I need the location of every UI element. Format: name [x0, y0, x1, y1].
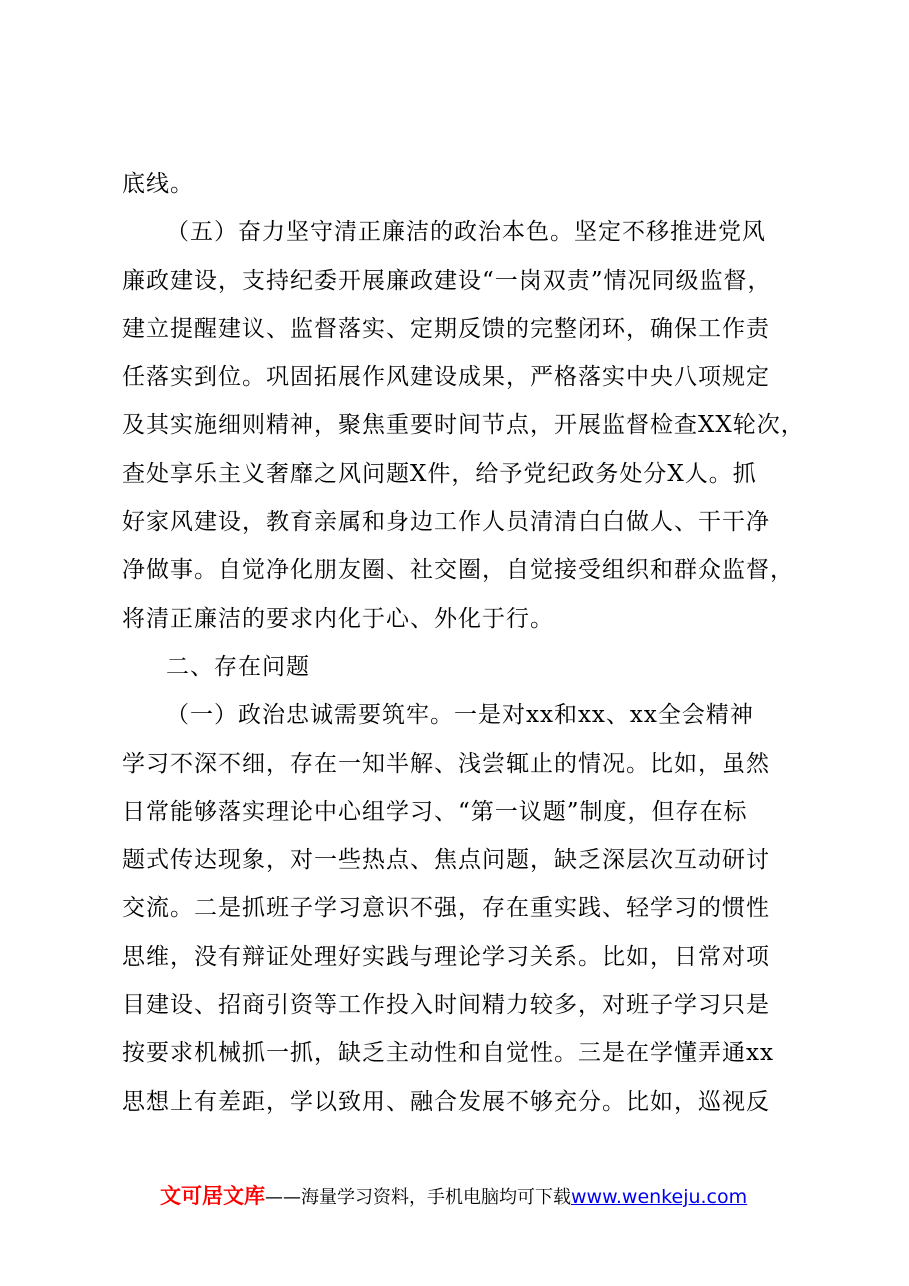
- text-line: 将清正廉洁的要求内化于心、外化于行。: [122, 605, 554, 632]
- text-line: 任落实到位。巩固拓展作风建设成果，严格落实中央八项规定: [122, 364, 770, 391]
- section-heading: 二、存在问题: [166, 653, 310, 680]
- text-line: 题式传达现象，对一些热点、焦点问题，缺乏深层次互动研讨: [122, 847, 770, 874]
- text-line: 学习不深不细，存在一知半解、浅尝辄止的情况。比如，虽然: [122, 750, 770, 777]
- text-line: 廉政建设，支持纪委开展廉政建设“一岗双责”情况同级监督，: [122, 267, 772, 294]
- text-line: 查处享乐主义奢靡之风问题X件，给予党纪政务处分X人。抓: [122, 460, 757, 487]
- footer-tagline: ——海量学习资料，手机电脑均可下载: [265, 1187, 571, 1208]
- footer-brand: 文可居文库: [160, 1184, 265, 1208]
- text-line: 交流。二是抓班子学习意识不强，存在重实践、轻学习的惯性: [122, 895, 770, 922]
- text-line: 净做事。自觉净化朋友圈、社交圈，自觉接受组织和群众监督，: [122, 557, 794, 584]
- text-line: 及其实施细则精神，聚焦重要时间节点，开展监督检查XX轮次，: [122, 412, 805, 439]
- text-line: 底线。: [122, 171, 194, 197]
- text-line: 思维，没有辩证处理好实践与理论学习关系。比如，日常对项: [122, 943, 770, 970]
- text-line: 目建设、招商引资等工作投入时间精力较多，对班子学习只是: [122, 992, 770, 1019]
- footer-banner: [160, 1180, 800, 1210]
- paragraph-start-line: （五）奋力坚守清正廉洁的政治本色。坚定不移推进党风: [166, 219, 766, 246]
- text-line: 日常能够落实理论中心组学习、“第一议题”制度，但存在标: [122, 798, 748, 825]
- footer-site-link[interactable]: www.wenkeju.com: [571, 1186, 748, 1208]
- text-line: 建立提醒建议、监督落实、定期反馈的完整闭环，确保工作责: [122, 315, 770, 342]
- document-body: [122, 160, 804, 1126]
- text-line: 思想上有差距，学以致用、融合发展不够充分。比如，巡视反: [122, 1088, 770, 1115]
- paragraph-start-line: （一）政治忠诚需要筑牢。一是对xx和xx、xx全会精神: [166, 702, 754, 729]
- text-line: 好家风建设，教育亲属和身边工作人员清清白白做人、干干净: [122, 509, 770, 536]
- text-line: 按要求机械抓一抓，缺乏主动性和自觉性。三是在学懂弄通xx: [122, 1040, 774, 1067]
